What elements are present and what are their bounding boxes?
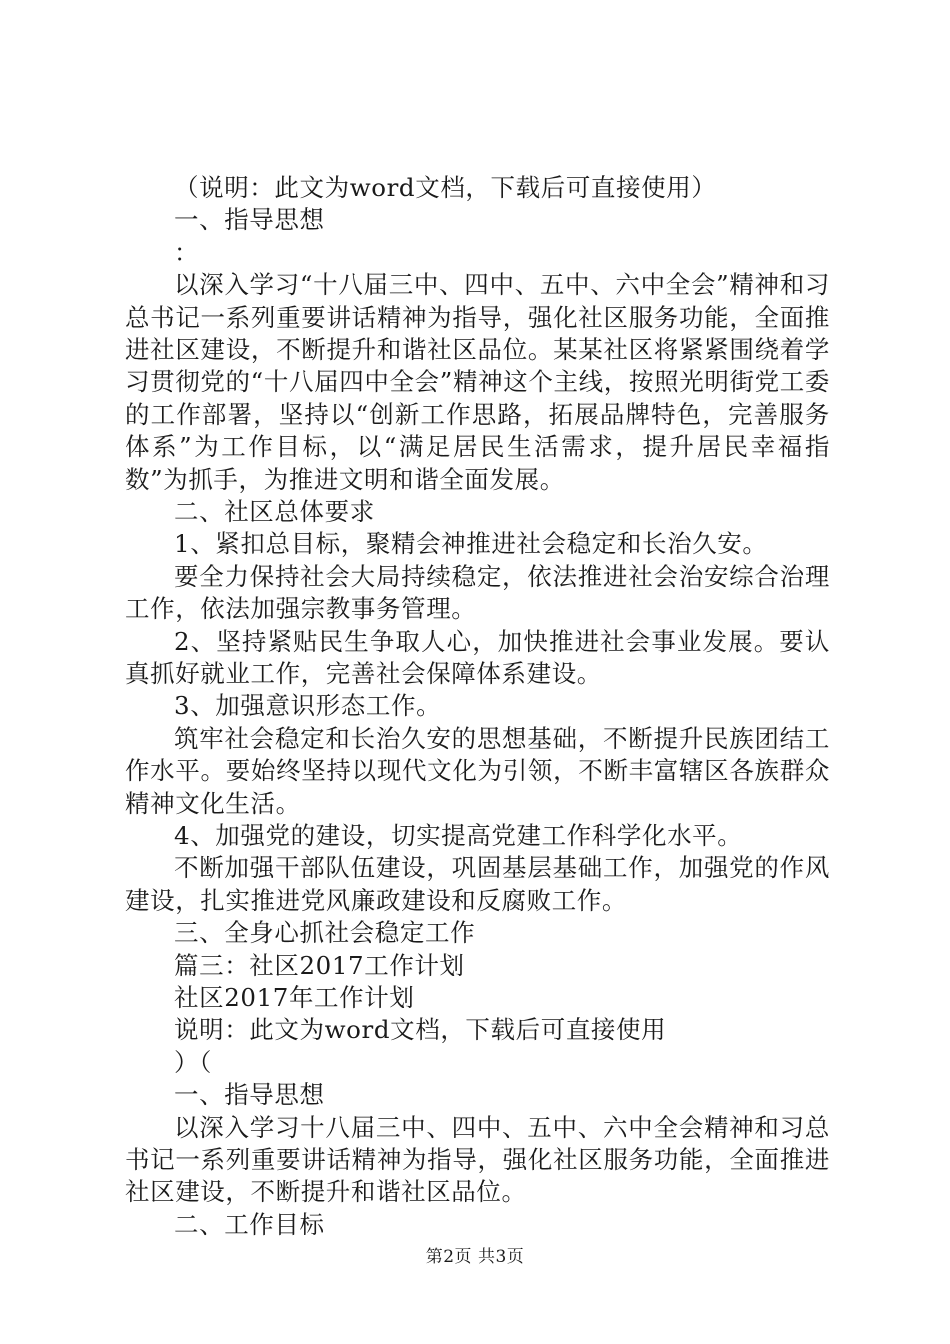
- item-3-body: 筑牢社会稳定和长治久安的思想基础，不断提升民族团结工作水平。要始终坚持以现代文化为引领，不断丰富辖区各族群众精神文化生活。: [125, 723, 830, 818]
- item-2: 2、坚持紧贴民生争取人心，加快推进社会事业发展。要认真抓好就业工作，完善社会保障体系建设。: [125, 626, 830, 689]
- note-line-2: 说明：此文为word文档，下载后可直接使用: [174, 1015, 667, 1045]
- item-4-body: 不断加强干部队伍建设，巩固基层基础工作，加强党的作风建设，扎实推进党风廉政建设和反腐败工作。: [125, 853, 830, 915]
- heading-work-goals: 二、工作目标: [174, 1209, 325, 1239]
- item-4-heading: 4、加强党的建设，切实提高党建工作科学化水平。: [174, 821, 743, 851]
- document-body: [125, 172, 830, 1241]
- heading-overall-requirements: 二、社区总体要求: [174, 497, 375, 527]
- item-3-heading: 3、加强意识形态工作。: [174, 691, 442, 721]
- paragraph-guiding-ideology-2: 以深入学习十八届三中、四中、五中、六中全会精神和习总书记一系列重要讲话精神为指导，强化社区服务功能，全面推进社区建设，不断提升和谐社区品位。: [125, 1112, 830, 1207]
- item-1-heading: 1、紧扣总目标，聚精会神推进社会稳定和长治久安。: [174, 529, 768, 559]
- chapter-three-title: 篇三：社区2017工作计划: [174, 950, 465, 980]
- heading-social-stability: 三、全身心抓社会稳定工作: [174, 918, 476, 948]
- note-line: （说明：此文为word文档，下载后可直接使用）: [174, 173, 717, 202]
- page-footer: 第2页 共3页: [425, 1247, 525, 1267]
- colon-line: ：: [174, 237, 200, 267]
- heading-guiding-ideology-2: 一、指导思想: [174, 1080, 325, 1110]
- heading-guiding-ideology: 一、指导思想: [174, 205, 325, 235]
- plan-title: 社区2017年工作计划: [174, 983, 415, 1013]
- paragraph-guiding-ideology: 以深入学习“十八届三中、四中、五中、六中全会”精神和习总书记一系列重要讲话精神为指导，强化社区服务功能，全面推进社区建设，不断提升和谐社区品位。某某社区将紧紧围绕着学习贯彻党的“十八届四中全会”精神这个主线，按照光明街党工委的工作部署，坚持以“创新工作思路，拓展品牌特色，完善服务体系”为工作目标，以“满足居民生活需求，提升居民幸福指数”为抓手，为推进文明和谐全面发展。: [125, 270, 830, 494]
- bracket-line: ）（: [174, 1047, 212, 1077]
- item-1-body: 要全力保持社会大局持续稳定，依法推进社会治安综合治理工作，依法加强宗教事务管理。: [125, 561, 830, 624]
